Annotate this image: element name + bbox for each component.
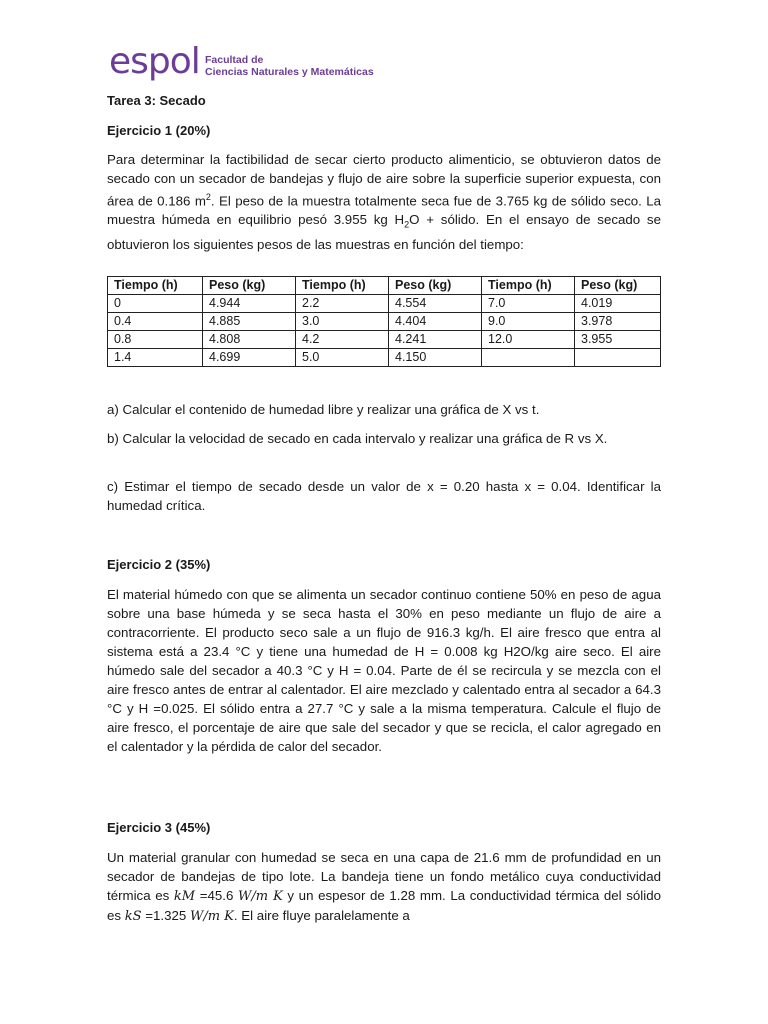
table-cell: 4.150 <box>389 349 482 367</box>
table-cell: 9.0 <box>482 313 575 331</box>
metal-conductivity-symbol: kM <box>173 889 196 904</box>
faculty-line-1: Facultad de <box>205 54 264 66</box>
exercise-2-title: Ejercicio 2 (35%) <box>107 557 211 572</box>
question-c: c) Estimar el tiempo de secado desde un valor de x = 0.20 hasta x = 0.04. Identificar la humedad crítica. <box>107 479 661 513</box>
exercise-3-title: Ejercicio 3 (45%) <box>107 820 211 835</box>
exercise-3-text-2: =45.6 <box>195 888 238 903</box>
table-cell: 1.4 <box>108 349 203 367</box>
table-cell: 12.0 <box>482 331 575 349</box>
exercise-3-text-5: . El aire fluye paralelamente a <box>233 908 410 923</box>
question-b: b) Calcular la velocidad de secado en cada intervalo y realizar una gráfica de R vs X. <box>107 431 608 446</box>
faculty-name <box>205 54 374 78</box>
col-header-weight-3: Peso (kg) <box>575 277 661 295</box>
unit-w-m-k: W/m K <box>237 889 283 904</box>
table-cell: 3.0 <box>296 313 389 331</box>
table-cell <box>575 349 661 367</box>
col-header-time-1: Tiempo (h) <box>108 277 203 295</box>
table-cell: 4.885 <box>203 313 296 331</box>
table-row <box>108 295 661 313</box>
drying-data-table <box>107 276 661 367</box>
solid-conductivity-symbol: kS <box>124 909 142 924</box>
espol-logo: espol <box>109 41 200 82</box>
water-subscript: 2 <box>404 220 410 231</box>
question-a: a) Calcular el contenido de humedad libre y realizar una gráfica de X vs t. <box>107 402 540 417</box>
exercise-3-text-1: Un material granular con humedad se seca en una capa de 21.6 mm de profundidad en un secador de bandejas de tipo lote. La bandeja tiene un fondo metálico cuya conductividad térmica es <box>107 850 661 903</box>
exercise-1-intro <box>107 150 661 254</box>
table-cell: 4.944 <box>203 295 296 313</box>
header <box>107 41 661 88</box>
exercise-2-text: El material húmedo con que se alimenta un secador continuo contiene 50% en peso de agua sobre una base húmeda y se seca hasta el 30% en peso mediante un flujo de aire a contracorriente. El producto seco sale a un flujo de 916.3 kg/h. El aire fresco que entra al sistema está a 23.4 °C y tiene una humedad de H = 0.008 kg H2O/kg aire seco. El aire húmedo sale del secador a 40.3 °C y H = 0.04. Parte de él se recircula y se mezcla con el aire fresco antes de entrar al calentador. El aire mezclado y calentado entra al secador a 64.3 °C y H =0.025. El sólido entra a 27.7 °C y sale a la misma temperatura. Calcule el flujo de aire fresco, el porcentaje de aire que sale del secador y que se recicla, el calor agregado en el calentador y la pérdida de calor del secador. <box>107 587 661 754</box>
table-row <box>108 313 661 331</box>
unit-w-m-k: W/m K <box>189 909 234 924</box>
exercise-1-intro-a: Para determinar la factibilidad de secar cierto producto alimenticio, se obtuvieron datos de secado con un secador de bandejas y flujo de aire sobre la superficie superior expuesta, con área de 0.186 m <box>107 152 661 209</box>
col-header-weight-2: Peso (kg) <box>389 277 482 295</box>
exercise-3-text <box>107 848 661 926</box>
table-cell: 4.404 <box>389 313 482 331</box>
exercise-1-intro-c: O + sólido. En el ensayo de secado se obtuvieron los siguientes pesos de las muestras en función del tiempo: <box>107 212 661 253</box>
table-row <box>108 331 661 349</box>
assignment-title: Tarea 3: Secado <box>107 93 206 108</box>
table-header-row <box>108 277 661 295</box>
table-cell: 4.808 <box>203 331 296 349</box>
table-cell: 3.978 <box>575 313 661 331</box>
table-cell: 2.2 <box>296 295 389 313</box>
exercise-1-intro-b: . El peso de la muestra totalmente seca fue de 3.765 kg de sólido seco. La muestra húmeda en equilibrio pesó 3.955 kg H <box>107 193 662 228</box>
col-header-time-2: Tiempo (h) <box>296 277 389 295</box>
faculty-line-2: Ciencias Naturales y Matemáticas <box>205 66 374 78</box>
exercise-3-text-3: y un espesor de 1.28 mm. La conductividad térmica del sólido es <box>107 888 661 923</box>
table-cell: 4.241 <box>389 331 482 349</box>
table-cell: 0.8 <box>108 331 203 349</box>
exercise-1-title: Ejercicio 1 (20%) <box>107 123 211 138</box>
table-cell <box>482 349 575 367</box>
table-cell: 4.019 <box>575 295 661 313</box>
table-cell: 4.2 <box>296 331 389 349</box>
table-cell: 7.0 <box>482 295 575 313</box>
table-cell: 4.699 <box>203 349 296 367</box>
col-header-weight-1: Peso (kg) <box>203 277 296 295</box>
table-cell: 0.4 <box>108 313 203 331</box>
col-header-time-3: Tiempo (h) <box>482 277 575 295</box>
exercise-3-text-4: =1.325 <box>141 908 190 923</box>
table-cell: 3.955 <box>575 331 661 349</box>
table-cell: 4.554 <box>389 295 482 313</box>
table-cell: 5.0 <box>296 349 389 367</box>
table-cell: 0 <box>108 295 203 313</box>
table-row <box>108 349 661 367</box>
area-exponent: 2 <box>205 192 211 202</box>
